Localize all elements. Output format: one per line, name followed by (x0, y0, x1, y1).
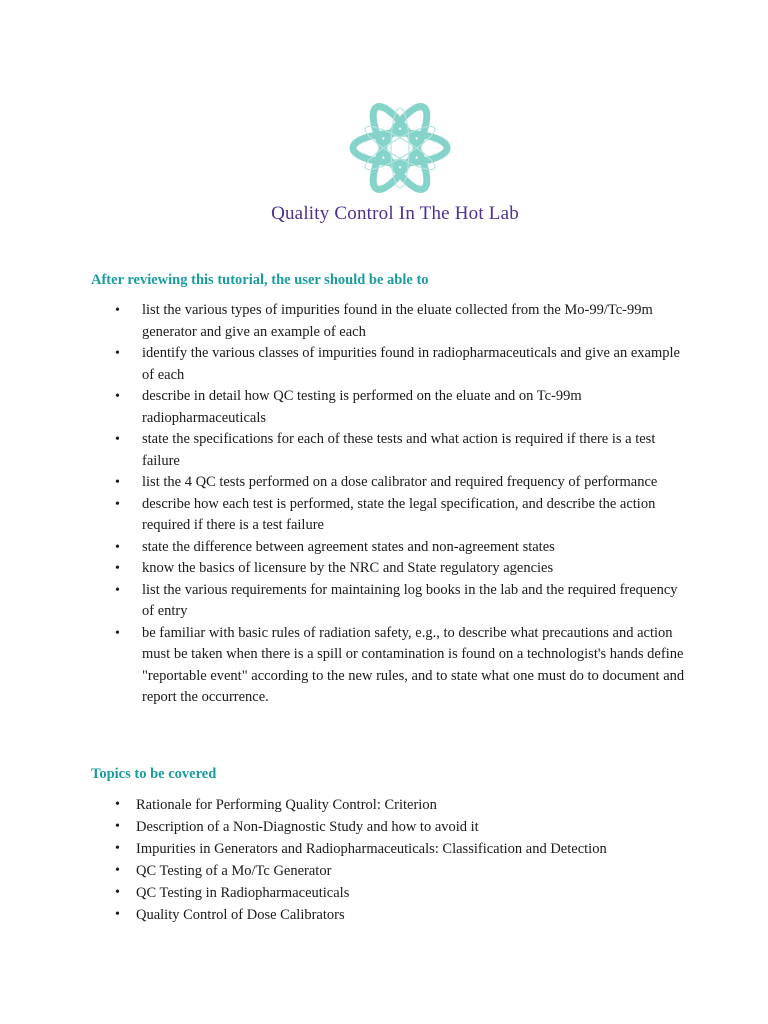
list-item: • list the 4 QC tests performed on a dose calibrator and required frequency of performance (115, 472, 690, 494)
list-item: • describe in detail how QC testing is performed on the eluate and on Tc-99m radiopharmaceuticals (115, 386, 690, 429)
list-item: • Quality Control of Dose Calibrators (115, 904, 695, 926)
list-item: • Impurities in Generators and Radiopharmaceuticals: Classification and Detection (115, 838, 695, 860)
objectives-list (115, 300, 690, 709)
list-item: • list the various types of impurities found in the eluate collected from the Mo-99/Tc-99m generator and give an example of each (115, 300, 690, 343)
list-item: • QC Testing of a Mo/Tc Generator (115, 860, 695, 882)
topics-heading: Topics to be covered (91, 766, 217, 782)
list-item: • identify the various classes of impurities found in radiopharmaceuticals and give an example of each (115, 343, 690, 386)
list-item: • describe how each test is performed, state the legal specification, and describe the action required if there is a test failure (115, 494, 690, 537)
list-item: • be familiar with basic rules of radiation safety, e.g., to describe what precautions and action must be taken when there is a spill or contamination is found on a technologist's hands define "reportable event" according to the new rules, and to state what one must do to document and report the occurrence. (115, 623, 690, 709)
objectives-heading: After reviewing this tutorial, the user should be able to (91, 272, 429, 288)
atom-logo-icon (348, 96, 452, 200)
topics-list (115, 794, 695, 926)
list-item: • Rationale for Performing Quality Control: Criterion (115, 794, 695, 816)
list-item: • list the various requirements for maintaining log books in the lab and the required frequency of entry (115, 580, 690, 623)
list-item: • know the basics of licensure by the NRC and State regulatory agencies (115, 558, 690, 580)
list-item: • Description of a Non-Diagnostic Study and how to avoid it (115, 816, 695, 838)
list-item: • state the difference between agreement states and non-agreement states (115, 537, 690, 559)
list-item: • QC Testing in Radiopharmaceuticals (115, 882, 695, 904)
list-item: • state the specifications for each of these tests and what action is required if there is a test failure (115, 429, 690, 472)
document-title: Quality Control In The Hot Lab (271, 203, 519, 224)
